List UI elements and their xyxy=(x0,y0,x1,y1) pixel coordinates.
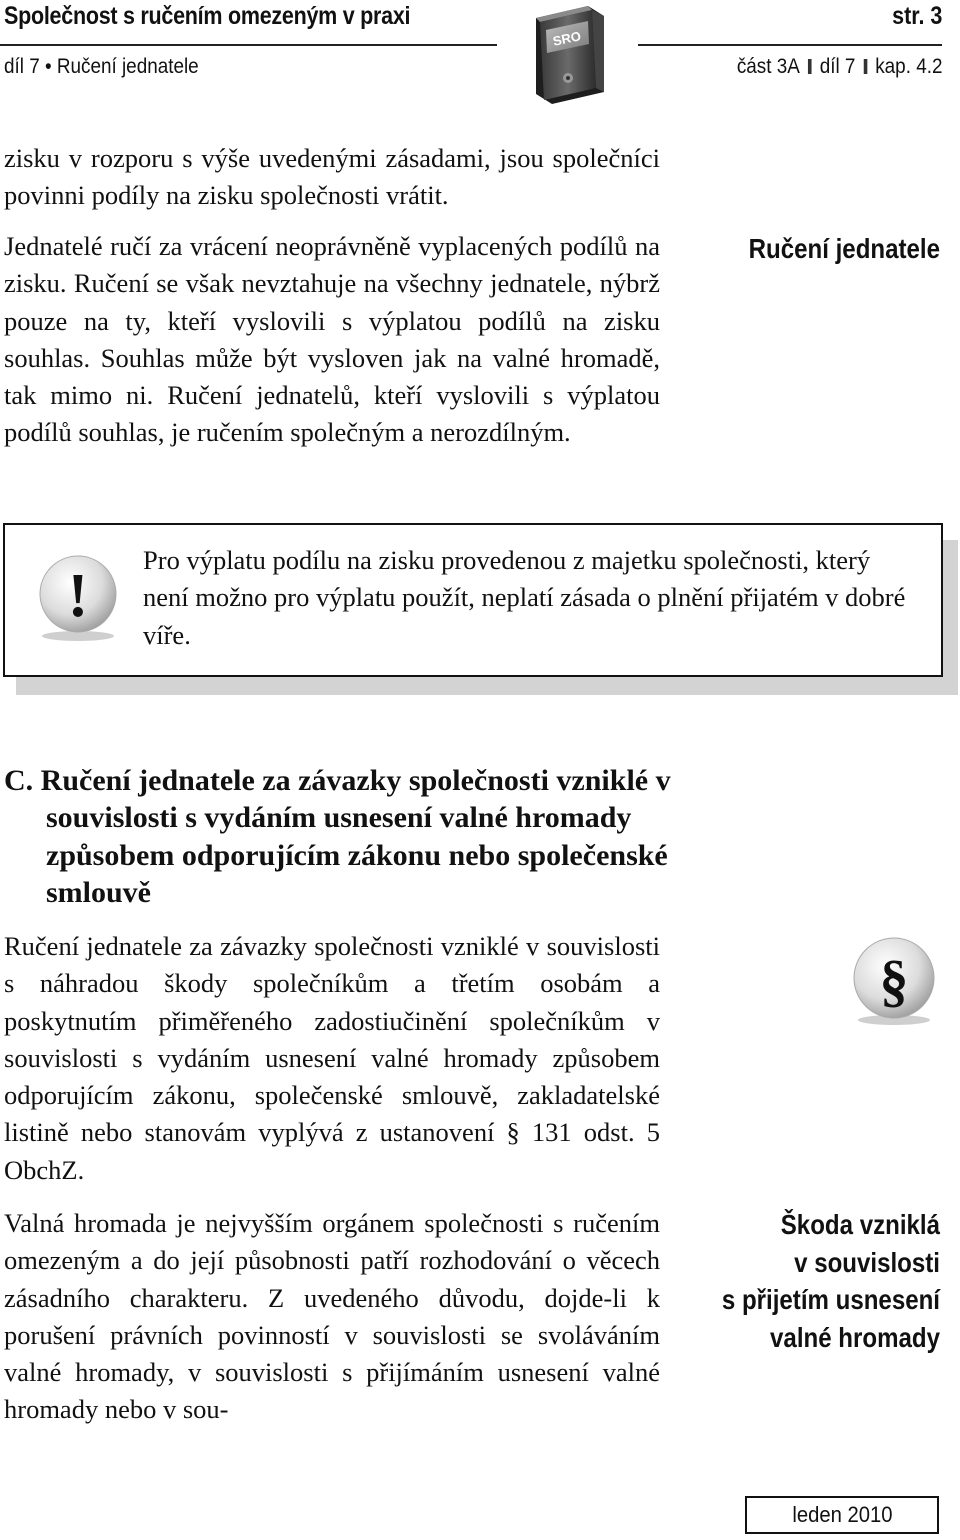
footer-date: leden 2010 xyxy=(791,1502,893,1527)
location-part: část 3A xyxy=(736,55,800,78)
header-rule-left xyxy=(0,44,497,46)
binder-icon xyxy=(530,4,610,104)
header-rule-right xyxy=(638,44,942,46)
section-heading: C. Ručení jednatele za závazky společnosti vzniklé v souvislosti s vydáním usnesení valné hromady způsobem odporujícím zákonu nebo společenské smlouvě xyxy=(4,764,671,909)
chapter-label: díl 7 • Ručení jednatele xyxy=(4,55,199,78)
exclamation-glyph: ! xyxy=(67,562,89,630)
location-volume: díl 7 xyxy=(819,55,855,78)
paragraph-1: zisku v rozporu s výše uvedenými zásadami, jsou společníci povinni podíly na zisku společnosti vrátit. xyxy=(4,143,660,211)
paragraph-3: Ručení jednatele za závazky společnosti vzniklé v souvislosti s náhradou škody společníkům a třetím osobám a poskytnutím přiměřeného zadostiučinění společníkům v souvislosti s vydáním usnesení valné hromady způsobem odporujícím zákonu, společenské smlouvě, zakladatelské listině nebo stanovám vyplývá z ustanovení § 131 odst. 5 ObchZ. xyxy=(4,931,660,1185)
sidenote-damage: Škoda vzniklá v souvislosti s přijetím usnesení valné hromady xyxy=(721,1209,940,1353)
binder-label: SRO xyxy=(551,28,583,49)
location-chapter: kap. 4.2 xyxy=(874,55,942,78)
sidenote-liability: Ručení jednatele xyxy=(748,233,940,264)
page-number: str. 3 xyxy=(891,2,942,30)
paragraph-4: Valná hromada je nejvyšším orgánem společnosti s ručením omezeným a do její působnosti patří rozhodování o věcech zásadního charakteru. Z uvedeného důvodu, dojde-li k porušení právních povinností v souvislosti se svoláváním valné hromady, v souvislosti s přijímáním usnesení valné hromady nebo v sou- xyxy=(4,1208,660,1425)
paragraph-2: Jednatelé ručí za vrácení neoprávněně vyplacených podílů na zisku. Ručení se však nevztahuje na všechny jednatele, nýbrž pouze na ty, kteří vyslovili s výplatou podílů na zisku souhlas. Souhlas může být vysloven jak na valné hromadě, tak mimo ni. Ručení jednatelů, kteří vyslovili s výplatou podílů souhlas, je ručením společným a nerozdílným. xyxy=(4,231,660,448)
running-title: Společnost s ručením omezeným v praxi xyxy=(4,2,411,30)
paragraph-sign-icon xyxy=(848,934,940,1026)
location-label xyxy=(736,55,942,79)
separator-bar xyxy=(863,59,867,74)
paragraph-glyph: § xyxy=(879,948,909,1013)
exclamation-icon xyxy=(32,552,124,644)
warning-text: Pro výplatu podílu na zisku provedenou z majetku společnosti, který není možno pro výplatu použít, neplatí zásada o plnění přijatém v dobré víře. xyxy=(143,545,906,650)
footer-date-box xyxy=(745,1496,939,1534)
separator-bar xyxy=(808,59,812,74)
